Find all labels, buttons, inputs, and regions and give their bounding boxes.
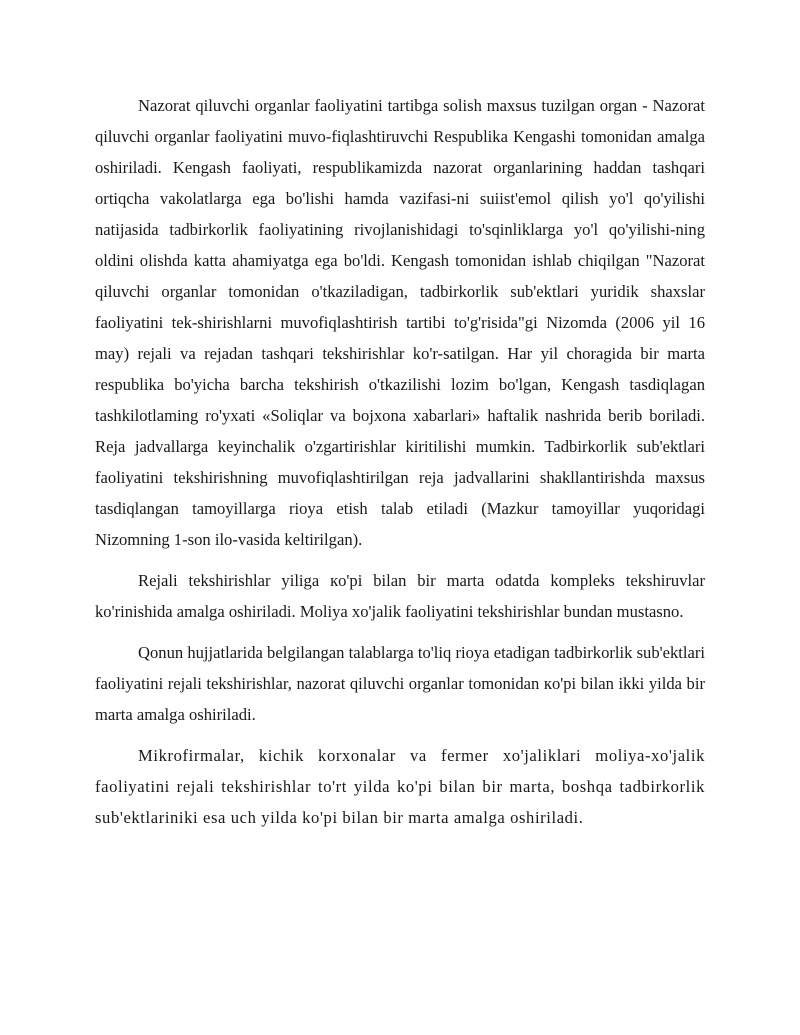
paragraph-2: Rejali tekshirishlar yiliga кo'pi bilan bir marta odatda kompleks tekshiruvlar ko'rinishida amalga oshiriladi. Moliya xo'jalik faoliyatini tekshirishlar bundan mustasno. (95, 571, 705, 621)
document-body (95, 90, 705, 833)
paragraph-1: Nazorat qiluvchi organlar faoliyatini tartibga solish maxsus tuzilgan organ - Nazorat qiluvchi organlar faoliyatini muvo-fiqlashtiruvchi Respublika Kengashi tomonidan amalga oshiriladi. Kengash faoliyati, respublikamizda nazorat organlarining haddan tashqari ortiqcha vakolatlarga ega bo'lishi hamda vazifasi-ni suiist'emol qilish yo'l qo'yilishi natijasida tadbirkorlik faoliyatining rivojlanishidagi to'sqinliklarga yo'l qo'yilishi-ning oldini olishda katta ahamiyatga ega bo'ldi. Kengash tomonidan ishlab chiqilgan "Nazorat qiluvchi organlar tomonidan o'tkaziladigan, tadbirkorlik sub'ektlari yuridik shaxslar faoliyatini tek-shirishlarni muvofiqlashtirish tartibi to'g'risida"gi Nizomda (2006 yil 16 may) rejali va rejadan tashqari tekshirishlar ko'r-satilgan. Har yil choragida bir marta respublika bo'yicha barcha tekshirish o'tkazilishi lozim bo'lgan, Kengash tasdiqlagan tashkilotlaming ro'yxati «Soliqlar va bojxona xabarlari» haftalik nashrida berib boriladi. Reja jadvallarga keyinchalik o'zgartirishlar kiritilishi mumkin. Tadbirkorlik sub'ektlari faoliyatini tekshirishning muvofiqlashtirilgan reja jadvallarini shakllantirishda maxsus tasdiqlangan tamoyillarga rioya etish talab etiladi (Mazkur tamoyillar yuqoridagi Nizomning 1-son ilo-vasida keltirilgan). (95, 96, 705, 549)
paragraph-4: Mikrofirmalar, kichik korxonalar va fermer xo'jaliklari moliya-xo'jalik faoliyatini rejali tekshirishlar to'rt yilda ko'pi bilan bir marta, boshqa tadbirkorlik sub'ektlariniki esa uch yilda ko'pi bilan bir marta amalga oshiriladi. (95, 746, 705, 827)
paragraph-3: Qonun hujjatlarida belgilangan talablarga to'liq rioya etadigan tadbirkorlik sub'ektlari faoliyatini rejali tekshirishlar, nazorat qiluvchi organlar tomonidan кo'pi bilan ikki yilda bir marta amalga oshiriladi. (95, 643, 705, 724)
